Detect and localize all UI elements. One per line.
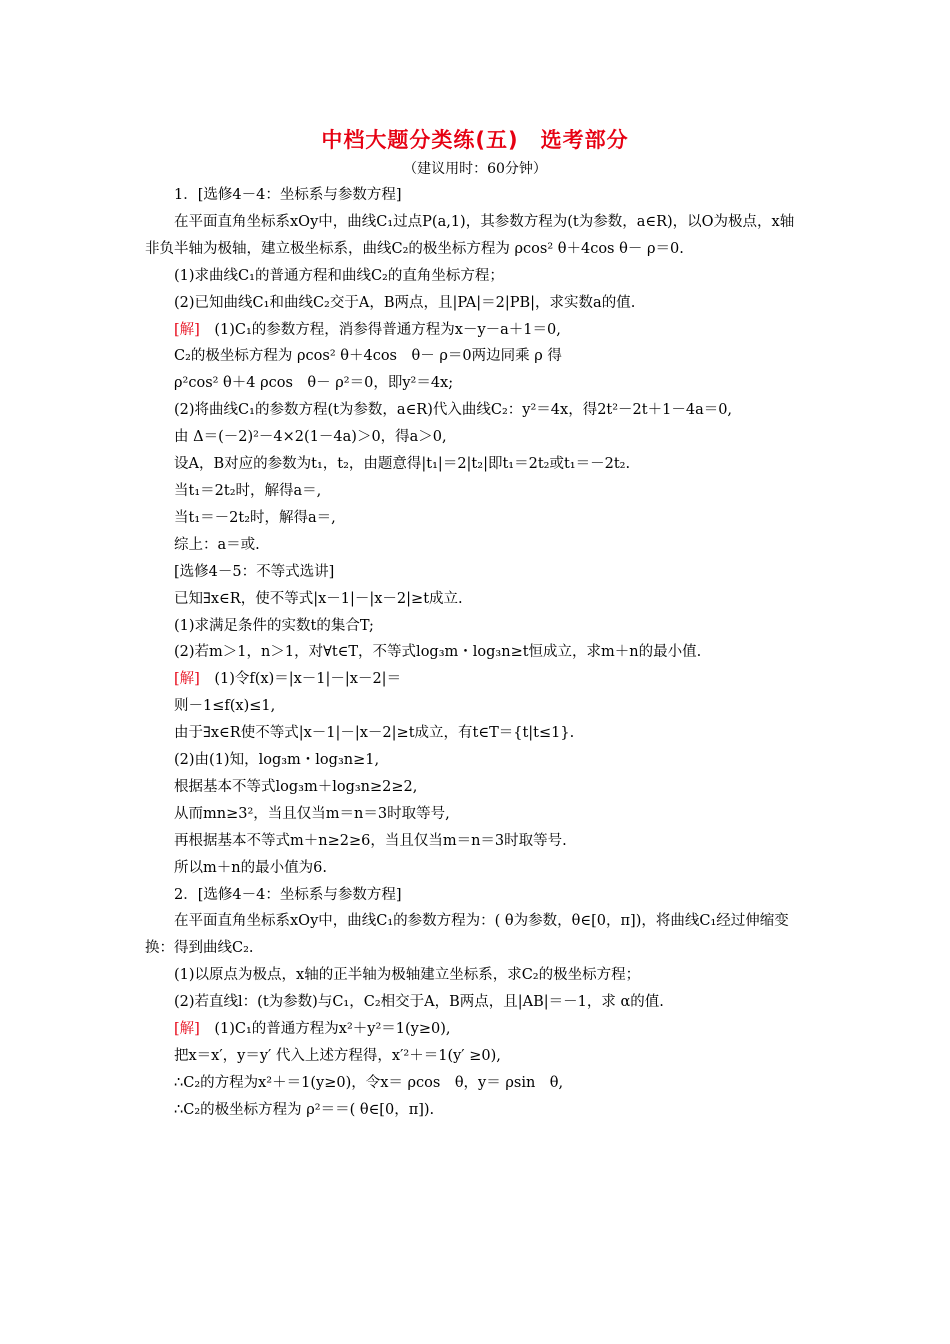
solution-tag: [解] xyxy=(174,1021,200,1038)
document-body xyxy=(145,182,807,1124)
page-subtitle: （建议用时：60分钟） xyxy=(403,161,547,177)
q1b-solution-line: 从而mn≥3²，当且仅当m＝n＝3时取等号, xyxy=(174,805,450,822)
q1-part1: (1)求曲线C₁的普通方程和曲线C₂的直角坐标方程； xyxy=(174,267,504,284)
solution-tag: [解] xyxy=(174,321,200,338)
q1b-heading: [选修4－5：不等式选讲] xyxy=(174,563,335,580)
q1-solution-line: 综上：a＝或. xyxy=(174,536,260,553)
q1-solution-line: 当t₁＝2t₂时，解得a＝, xyxy=(174,482,322,499)
q1-solution-line: 设A，B对应的参数为t₁，t₂，由题意得|t₁|＝2|t₂|即t₁＝2t₂或t₁＝－2t₂. xyxy=(174,456,631,473)
solution-text: (1)C₁的普通方程为x²＋y²＝1(y≥0), xyxy=(199,1021,451,1038)
q1b-part1: (1)求满足条件的实数t的集合T; xyxy=(174,617,374,634)
q1-part2: (2)已知曲线C₁和曲线C₂交于A，B两点，且|PA|＝2|PB|，求实数a的值. xyxy=(174,294,636,311)
q1-solution-line: 由 Δ＝(－2)²－4×2(1－4a)＞0，得a＞0, xyxy=(174,429,447,446)
q2-stem: 在平面直角坐标系xOy中，曲线C₁的参数方程为：( θ为参数，θ∈[0，π])，将曲线C₁经过伸缩变换：得到曲线C₂. xyxy=(145,913,789,957)
q2-solution-line: 把x＝x′，y＝y′ 代入上述方程得，x′²＋＝1(y′ ≥0), xyxy=(174,1048,501,1064)
q1-stem: 在平面直角坐标系xOy中，曲线C₁过点P(a,1)，其参数方程为(t为参数，a∈R)，以O为极点，x轴非负半轴为极轴，建立极坐标系，曲线C₂的极坐标方程为 ρcos² θ＋4cos θ－ ρ＝0. xyxy=(145,213,795,257)
q2-part1: (1)以原点为极点，x轴的正半轴为极轴建立坐标系，求C₂的极坐标方程； xyxy=(174,967,641,984)
q1-solution-line: 当t₁＝－2t₂时，解得a＝, xyxy=(174,509,336,526)
q1-solution-line xyxy=(145,317,807,344)
q2-heading: 2．[选修4－4：坐标系与参数方程] xyxy=(174,886,402,903)
q2-part2: (2)若直线l：(t为参数)与C₁，C₂相交于A，B两点，且|AB|＝－1，求 α的值. xyxy=(174,994,664,1011)
q1b-solution-line: 由于∃x∈R使不等式|x－1|－|x－2|≥t成立，有t∈T＝{t|t≤1}. xyxy=(174,725,575,742)
q2-solution-line xyxy=(145,1016,807,1043)
q1b-solution-line: 根据基本不等式log₃m＋log₃n≥2≥2, xyxy=(174,778,418,795)
q1b-part2: (2)若m＞1，n＞1，对∀t∈T，不等式log₃m・log₃n≥t恒成立，求m＋n的最小值. xyxy=(174,644,702,661)
q1b-solution-line: (2)由(1)知，log₃m・log₃n≥1, xyxy=(174,752,380,769)
solution-tag: [解] xyxy=(174,671,200,688)
q1b-stem: 已知∃x∈R，使不等式|x－1|－|x－2|≥t成立. xyxy=(174,590,463,607)
solution-text: (1)C₁的参数方程，消参得普通方程为x－y－a＋1＝0, xyxy=(199,321,561,338)
q1b-solution-line xyxy=(145,666,807,693)
q1-heading: 1．[选修4－4：坐标系与参数方程] xyxy=(174,187,402,203)
q1-solution-line: C₂的极坐标方程为 ρcos² θ＋4cos θ－ ρ＝0两边同乘 ρ 得 xyxy=(174,348,562,365)
page-title: 中档大题分类练(五) 选考部分 xyxy=(321,128,629,152)
q2-solution-line: ∴C₂的方程为x²＋＝1(y≥0)，令x＝ ρcos θ，y＝ ρsin θ, xyxy=(174,1074,564,1091)
solution-text: (1)令f(x)＝|x－1|－|x－2|＝ xyxy=(199,671,402,688)
q1b-solution-line: 则－1≤f(x)≤1, xyxy=(174,698,276,715)
q1-solution-line: (2)将曲线C₁的参数方程(t为参数，a∈R)代入曲线C₂：y²＝4x，得2t²－2t＋1－4a＝0, xyxy=(174,402,733,419)
q1-solution-line: ρ²cos² θ＋4 ρcos θ－ ρ²＝0，即y²＝4x; xyxy=(174,375,454,392)
q1b-solution-line: 所以m＋n的最小值为6. xyxy=(174,859,327,876)
q1b-solution-line: 再根据基本不等式m＋n≥2≥6，当且仅当m＝n＝3时取等号. xyxy=(174,832,567,849)
q2-solution-line: ∴C₂的极坐标方程为 ρ²＝＝( θ∈[0，π]). xyxy=(174,1101,435,1118)
